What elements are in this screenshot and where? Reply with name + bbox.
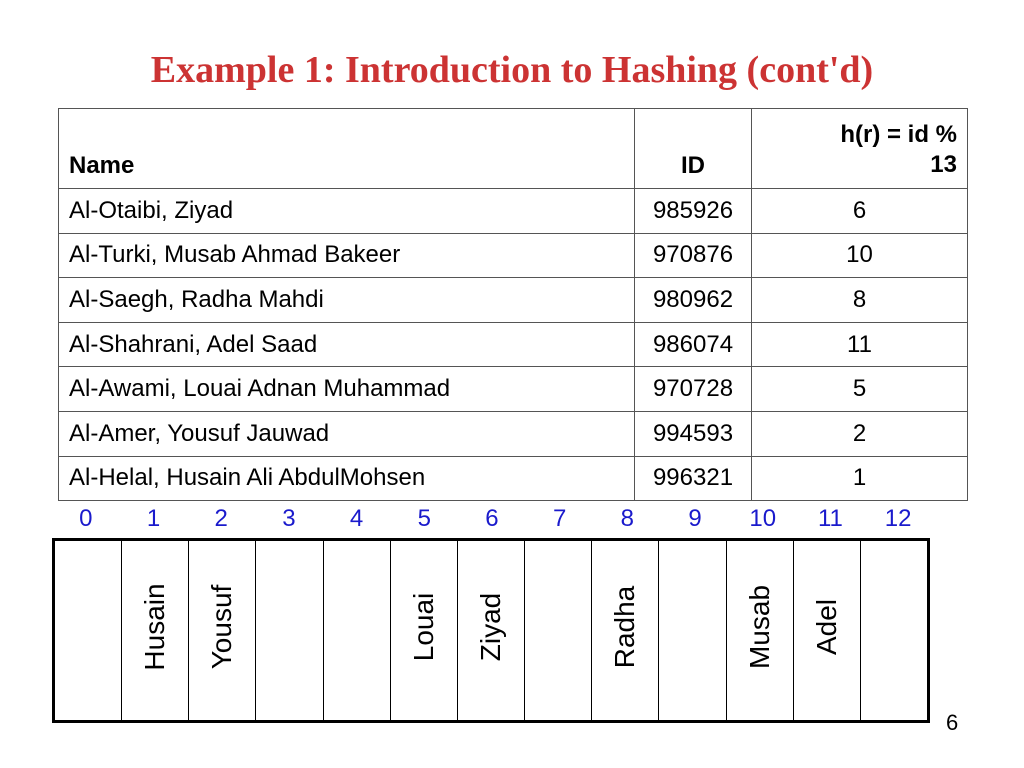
- row-hash: 5: [752, 367, 968, 412]
- slide-title: Example 1: Introduction to Hashing (cont'd): [150, 49, 874, 91]
- slot-index: 6: [485, 505, 499, 532]
- slot-index: 1: [146, 505, 161, 532]
- hash-slot: [458, 541, 525, 720]
- slot-index: 4: [349, 505, 364, 532]
- records-table: [58, 108, 968, 501]
- row-hash: 1: [752, 456, 968, 501]
- row-name: Al-Awami, Louai Adnan Muhammad: [59, 367, 635, 412]
- slot-index: 12: [884, 505, 912, 532]
- hash-slot: [122, 541, 189, 720]
- table-row: [59, 367, 968, 412]
- slot-index: 9: [688, 505, 702, 532]
- slot-index: 0: [79, 505, 93, 532]
- hash-table-indices: [52, 505, 932, 535]
- hash-slot: [256, 541, 323, 720]
- row-id: 970728: [635, 367, 752, 412]
- row-name: Al-Helal, Husain Ali AbdulMohsen: [59, 456, 635, 501]
- table-row: [59, 189, 968, 234]
- row-hash: 8: [752, 278, 968, 323]
- header-hash-function: [752, 109, 968, 189]
- slot-entry: Radha: [609, 585, 641, 669]
- slot-index: 3: [282, 505, 296, 532]
- row-name: Al-Shahrani, Adel Saad: [59, 322, 635, 367]
- table-header-row: [59, 109, 968, 189]
- slot-entry: Yousuf: [206, 584, 238, 670]
- slot-index: 11: [817, 505, 843, 532]
- hash-slot: [324, 541, 391, 720]
- header-name: Name: [59, 109, 635, 189]
- slot-index: 5: [417, 505, 431, 532]
- hash-slot: [727, 541, 794, 720]
- table-row: [59, 322, 968, 367]
- slot-index: 7: [552, 505, 567, 532]
- hash-slot: [659, 541, 726, 720]
- row-id: 970876: [635, 233, 752, 278]
- row-id: 996321: [635, 456, 752, 501]
- table-row: [59, 233, 968, 278]
- hash-slot: [55, 541, 122, 720]
- table-row: [59, 411, 968, 456]
- row-id: 994593: [635, 411, 752, 456]
- slot-entry: Musab: [743, 584, 775, 669]
- row-id: 986074: [635, 322, 752, 367]
- slot-index: 8: [620, 505, 635, 532]
- row-hash: 6: [752, 189, 968, 234]
- slot-index: 2: [214, 505, 228, 532]
- row-name: Al-Turki, Musab Ahmad Bakeer: [59, 233, 635, 278]
- row-hash: 11: [752, 322, 968, 367]
- header-hash-line-1: h(r) = id %: [840, 121, 957, 148]
- row-name: Al-Otaibi, Ziyad: [59, 189, 635, 234]
- hash-slot: [189, 541, 256, 720]
- page-number: 6: [946, 710, 959, 735]
- hash-slot: [525, 541, 592, 720]
- hash-slot: [391, 541, 458, 720]
- row-id: 980962: [635, 278, 752, 323]
- table-row: [59, 278, 968, 323]
- row-name: Al-Saegh, Radha Mahdi: [59, 278, 635, 323]
- row-name: Al-Amer, Yousuf Jauwad: [59, 411, 635, 456]
- row-hash: 2: [752, 411, 968, 456]
- header-hash-line-2: 13: [930, 151, 957, 178]
- hash-slot: [861, 541, 927, 720]
- header-id: ID: [635, 109, 752, 189]
- slot-entry: Ziyad: [475, 592, 507, 662]
- hash-slot: [794, 541, 861, 720]
- row-hash: 10: [752, 233, 968, 278]
- row-id: 985926: [635, 189, 752, 234]
- hash-slot: [592, 541, 659, 720]
- slot-entry: Husain: [139, 583, 171, 671]
- hash-table: [52, 538, 930, 723]
- slot-index: 10: [749, 505, 777, 532]
- slot-entry: Louai: [407, 592, 439, 662]
- table-row: [59, 456, 968, 501]
- slot-entry: Adel: [810, 598, 842, 655]
